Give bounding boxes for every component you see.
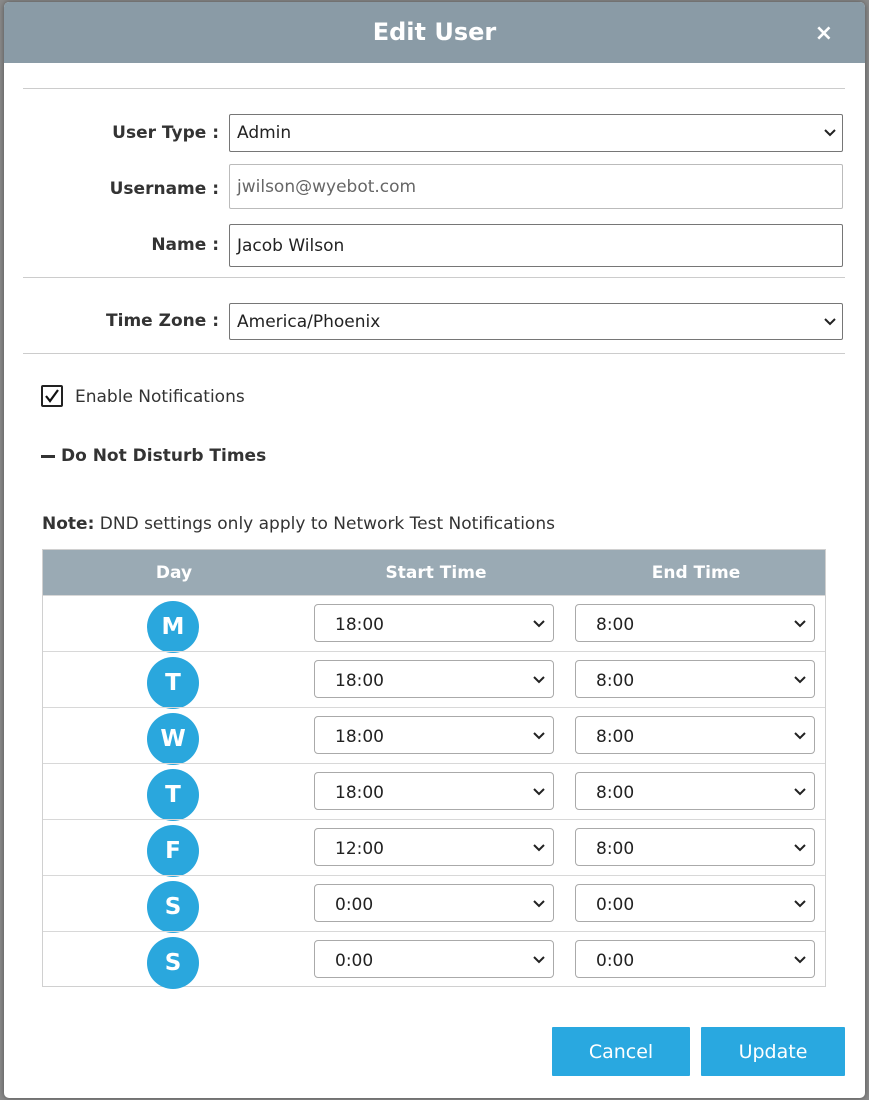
end-time-value: 8:00 — [596, 783, 635, 803]
user-type-value: Admin — [237, 123, 292, 143]
day-badge: S — [147, 881, 199, 933]
start-time-value: 18:00 — [335, 671, 384, 691]
start-time-value: 0:00 — [335, 895, 374, 915]
table-row — [43, 819, 825, 875]
day-badge: T — [147, 769, 199, 821]
username-field — [229, 164, 843, 209]
table-row — [43, 651, 825, 707]
table-row — [43, 875, 825, 931]
table-row — [43, 763, 825, 819]
start-time-value: 18:00 — [335, 727, 384, 747]
end-time-select[interactable] — [575, 604, 815, 642]
chevron-down-icon — [533, 900, 545, 908]
dnd-toggle-label: Do Not Disturb Times — [61, 446, 267, 466]
dnd-table — [42, 549, 826, 987]
user-type-label: User Type : — [112, 123, 219, 143]
edit-user-dialog — [4, 2, 865, 1098]
divider — [23, 277, 845, 278]
table-header — [43, 550, 825, 595]
start-time-select[interactable] — [314, 884, 554, 922]
start-time-select[interactable] — [314, 828, 554, 866]
end-time-select[interactable] — [575, 884, 815, 922]
chevron-down-icon — [794, 956, 806, 964]
start-time-select[interactable] — [314, 604, 554, 642]
day-badge: F — [147, 825, 199, 877]
header-day: Day — [155, 563, 193, 583]
chevron-down-icon — [533, 788, 545, 796]
chevron-down-icon — [824, 318, 836, 326]
end-time-select[interactable] — [575, 772, 815, 810]
name-label: Name : — [151, 235, 219, 255]
end-time-select[interactable] — [575, 940, 815, 978]
dialog-title: Edit User — [372, 18, 497, 46]
divider — [23, 88, 845, 89]
note-text: DND settings only apply to Network Test Notifications — [94, 514, 555, 534]
time-zone-label: Time Zone : — [106, 311, 219, 331]
enable-notifications-checkbox[interactable] — [41, 385, 63, 407]
chevron-down-icon — [533, 732, 545, 740]
chevron-down-icon — [533, 956, 545, 964]
header-end-time: End Time — [651, 563, 741, 583]
chevron-down-icon — [794, 788, 806, 796]
day-badge: M — [147, 601, 199, 653]
chevron-down-icon — [794, 732, 806, 740]
name-input[interactable] — [229, 224, 843, 267]
start-time-select[interactable] — [314, 660, 554, 698]
username-value: jwilson@wyebot.com — [237, 176, 417, 197]
end-time-value: 0:00 — [596, 951, 635, 971]
name-value: Jacob Wilson — [237, 235, 345, 256]
user-type-select[interactable] — [229, 114, 843, 152]
update-button[interactable]: Update — [701, 1027, 845, 1076]
dialog-header — [4, 2, 865, 63]
divider — [23, 353, 845, 354]
enable-notifications-label[interactable]: Enable Notifications — [75, 387, 245, 407]
checkmark-icon — [43, 387, 61, 405]
end-time-select[interactable] — [575, 828, 815, 866]
end-time-value: 0:00 — [596, 895, 635, 915]
chevron-down-icon — [794, 620, 806, 628]
collapse-icon — [41, 455, 55, 458]
day-badge: W — [147, 713, 199, 765]
end-time-select[interactable] — [575, 660, 815, 698]
end-time-select[interactable] — [575, 716, 815, 754]
chevron-down-icon — [824, 129, 836, 137]
note-prefix: Note: — [42, 514, 95, 534]
end-time-value: 8:00 — [596, 727, 635, 747]
start-time-select[interactable] — [314, 716, 554, 754]
cancel-button[interactable]: Cancel — [552, 1027, 690, 1076]
start-time-select[interactable] — [314, 772, 554, 810]
day-badge: T — [147, 657, 199, 709]
end-time-value: 8:00 — [596, 839, 635, 859]
dnd-note — [42, 514, 555, 534]
start-time-select[interactable] — [314, 940, 554, 978]
start-time-value: 0:00 — [335, 951, 374, 971]
time-zone-value: America/Phoenix — [237, 311, 381, 332]
end-time-value: 8:00 — [596, 671, 635, 691]
start-time-value: 18:00 — [335, 615, 384, 635]
table-row — [43, 931, 825, 987]
chevron-down-icon — [794, 844, 806, 852]
chevron-down-icon — [533, 620, 545, 628]
chevron-down-icon — [794, 900, 806, 908]
chevron-down-icon — [533, 676, 545, 684]
chevron-down-icon — [794, 676, 806, 684]
close-icon[interactable]: × — [814, 21, 833, 46]
header-start-time: Start Time — [385, 563, 487, 583]
table-row — [43, 707, 825, 763]
start-time-value: 12:00 — [335, 839, 384, 859]
day-badge: S — [147, 937, 199, 989]
start-time-value: 18:00 — [335, 783, 384, 803]
chevron-down-icon — [533, 844, 545, 852]
table-row — [43, 595, 825, 651]
username-label: Username : — [109, 179, 219, 199]
dnd-toggle[interactable] — [41, 446, 266, 466]
time-zone-select[interactable] — [229, 303, 843, 340]
end-time-value: 8:00 — [596, 615, 635, 635]
